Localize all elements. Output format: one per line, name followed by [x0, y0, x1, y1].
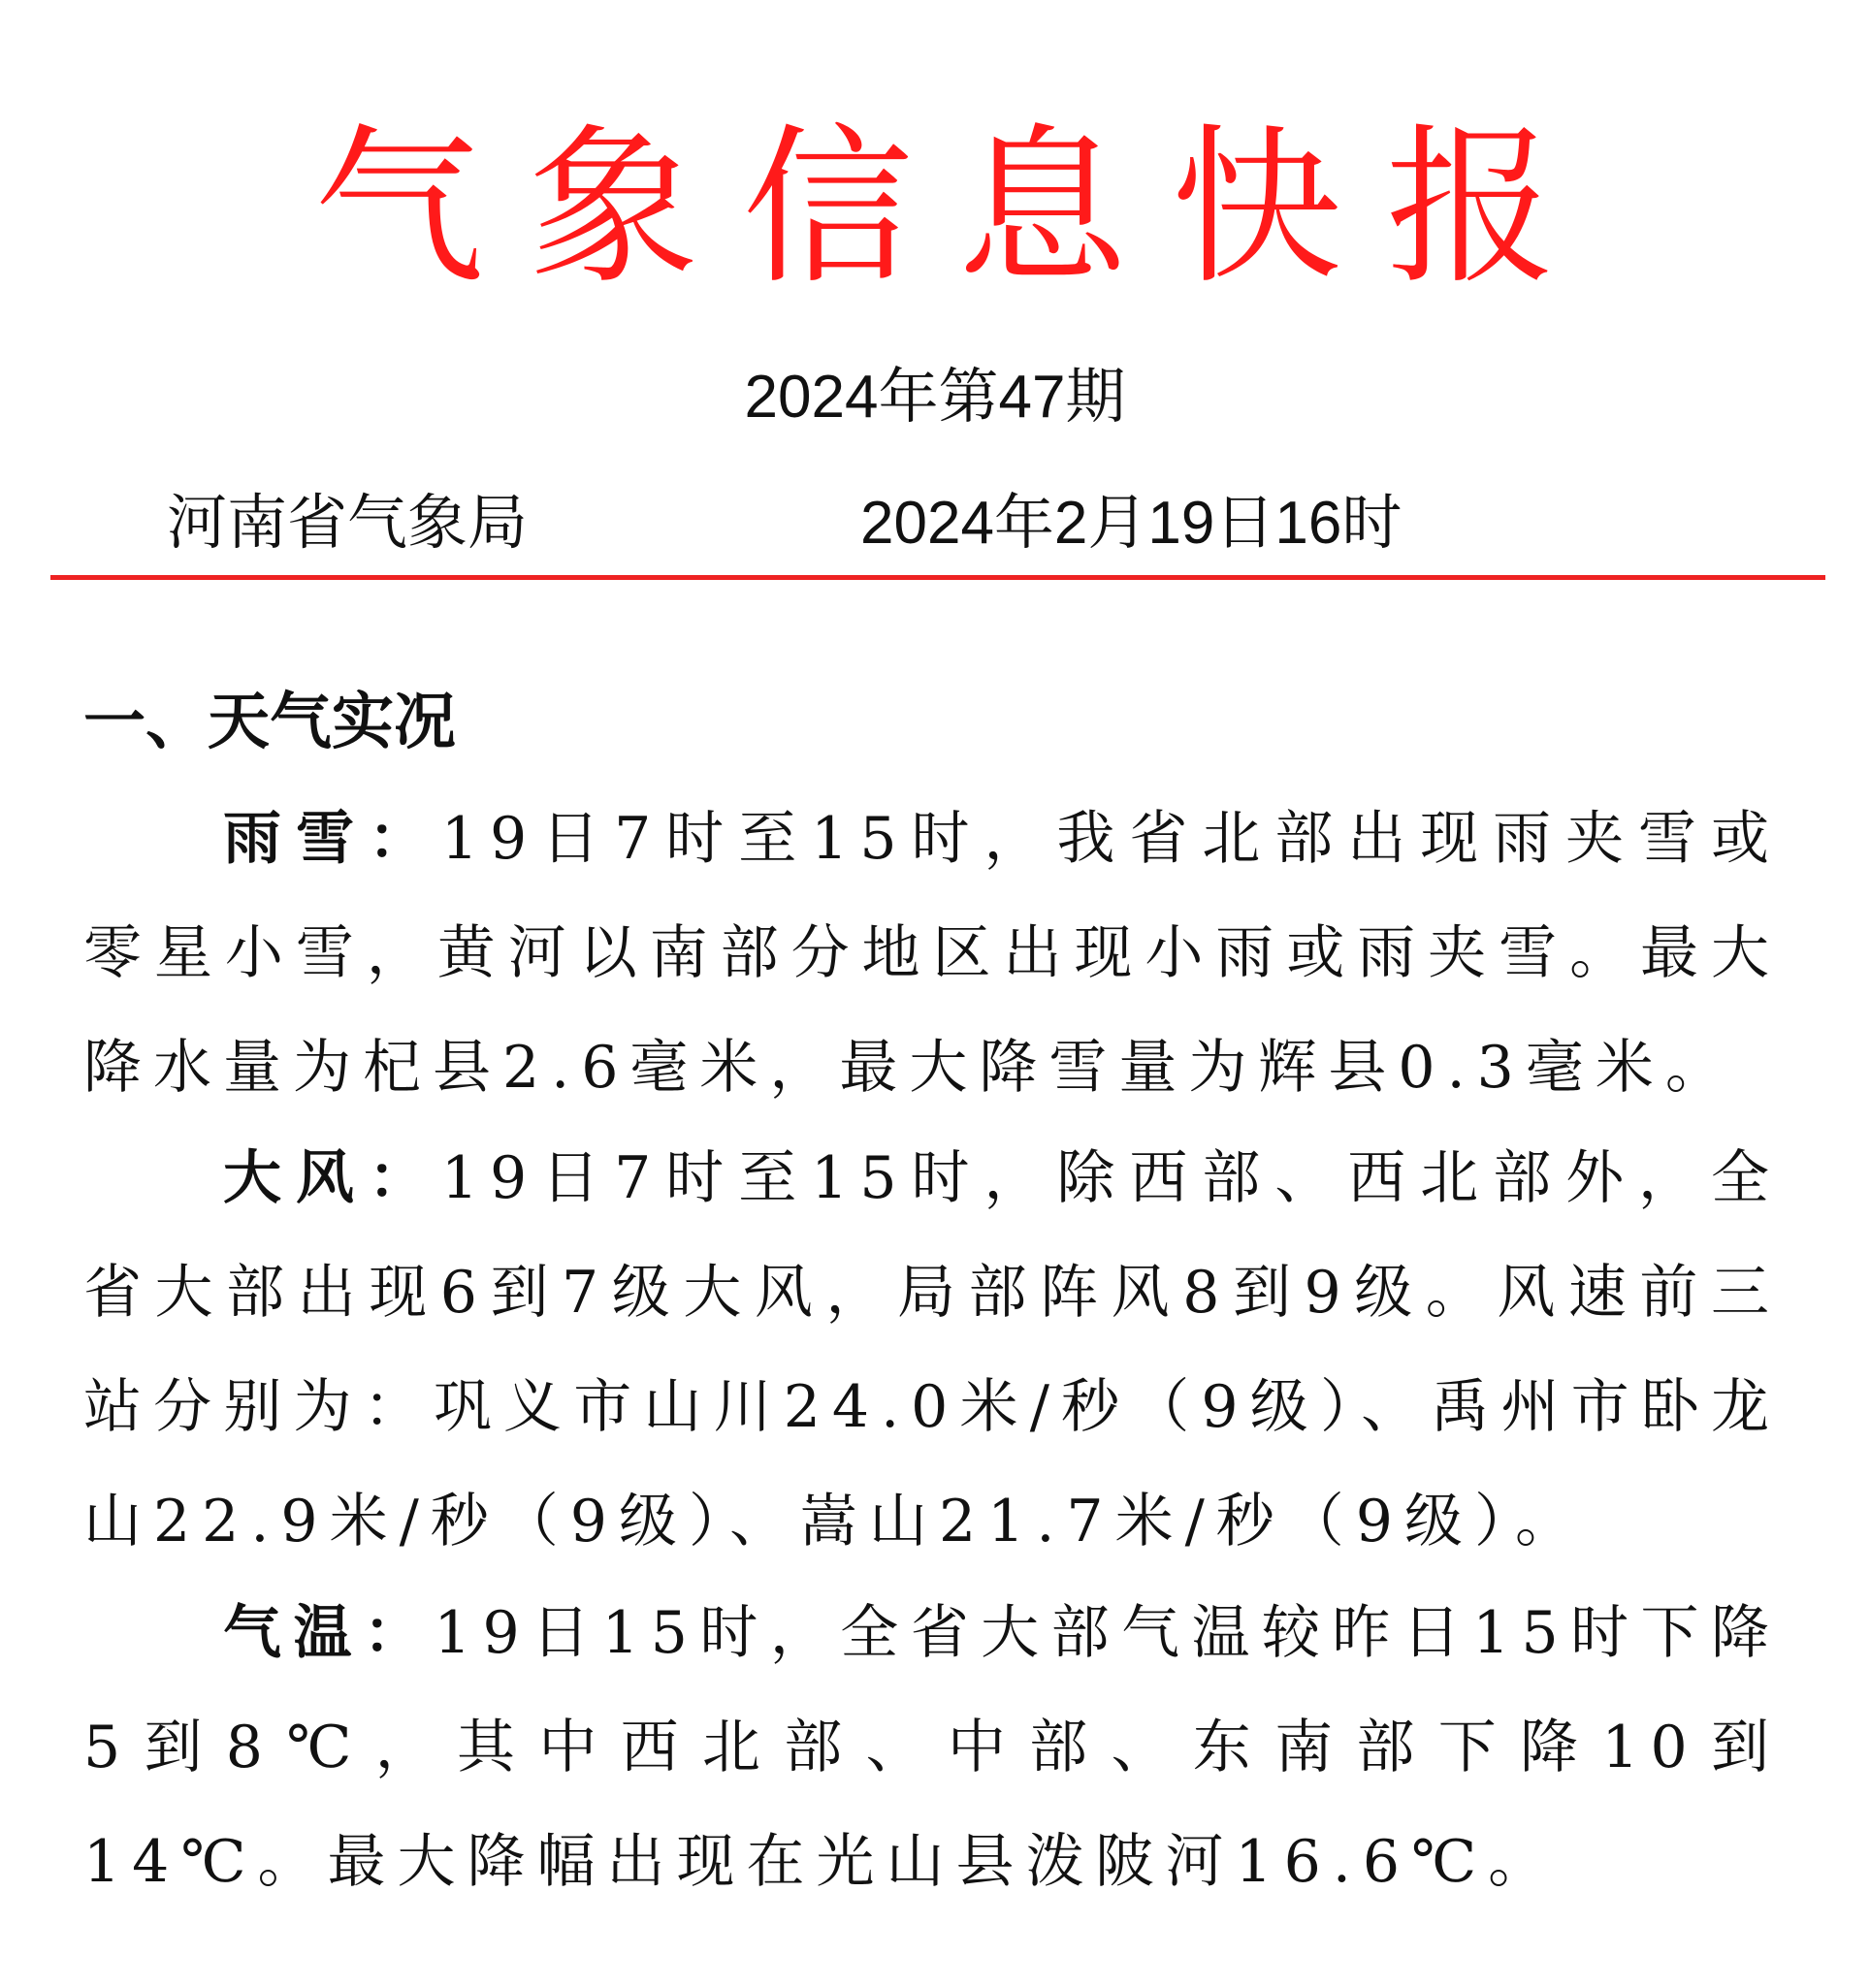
issuing-agency: 河南省气象局 [167, 490, 529, 557]
paragraph-body-text: 19日7时至15时，除西部、西北部外，全省大部出现6到7级大风，局部阵风8到9级。风速前三站分别为：巩义市山川24.0米/秒（9级）、禹州市卧龙山22.9米/秒（9级）、嵩山21.7米/秒（9级）。 [83, 1144, 1781, 1555]
paragraph-temperature [83, 1576, 1781, 1919]
bulletin-masthead-title: 气象信息快报 [313, 109, 1600, 307]
paragraph-body-text: 19日15时，全省大部气温较昨日15时下降5到8℃，其中西北部、中部、东南部下降10到14℃。最大降幅出现在光山县泼陂河16.6℃。 [83, 1599, 1781, 1896]
issue-datetime: 2024年2月19日16时 [860, 490, 1402, 557]
section-heading-weather-observation: 一、天气实况 [83, 687, 456, 758]
paragraph-strong-wind [83, 1121, 1781, 1579]
issue-number: 2024年第47期 [744, 364, 1126, 431]
paragraph-body-text: 19日7时至15时，我省北部出现雨夹雪或零星小雪，黄河以南部分地区出现小雨或雨夹雪。最大降水量为杞县2.6毫米，最大降雪量为辉县0.3毫米。 [83, 805, 1781, 1102]
header-divider-rule [50, 575, 1825, 580]
paragraph-lead-label: 气温： [223, 1599, 435, 1667]
paragraph-lead-label: 大风： [223, 1144, 441, 1212]
paragraph-rain-snow [83, 782, 1781, 1125]
paragraph-lead-label: 雨雪： [223, 805, 441, 873]
